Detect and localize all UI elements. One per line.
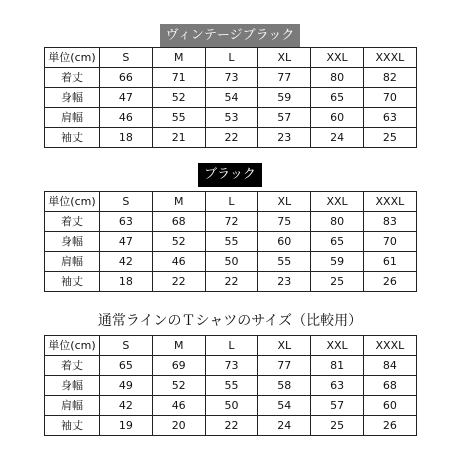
- section-vintage-black: [0, 24, 460, 48]
- table-row: [45, 232, 417, 252]
- cell: 24: [311, 128, 364, 148]
- section-title: ヴィンテージブラック: [160, 24, 301, 48]
- cell: 21: [152, 128, 205, 148]
- cell: 52: [152, 376, 205, 396]
- cell: 25: [311, 416, 364, 436]
- cell: 60: [311, 108, 364, 128]
- row-label: 肩幅: [45, 396, 100, 416]
- row-label: 袖丈: [45, 416, 100, 436]
- cell: 58: [258, 376, 311, 396]
- row-label: 身幅: [45, 376, 100, 396]
- header-xxxl: XXXL: [363, 48, 416, 68]
- cell: 80: [311, 212, 364, 232]
- cell: 54: [258, 396, 311, 416]
- cell: 65: [311, 232, 364, 252]
- cell: 65: [100, 356, 153, 376]
- cell: 68: [363, 376, 416, 396]
- section-standard-comparison: [0, 309, 460, 333]
- header-xxl: XXL: [311, 336, 364, 356]
- cell: 42: [100, 252, 153, 272]
- cell: 18: [100, 272, 153, 292]
- table-row: [45, 396, 417, 416]
- header-m: M: [152, 48, 205, 68]
- header-row: [45, 336, 417, 356]
- cell: 70: [363, 88, 416, 108]
- table-row: [45, 108, 417, 128]
- cell: 19: [100, 416, 153, 436]
- cell: 82: [363, 68, 416, 88]
- header-xl: XL: [258, 336, 311, 356]
- cell: 77: [258, 68, 311, 88]
- cell: 49: [100, 376, 153, 396]
- cell: 73: [205, 356, 258, 376]
- row-label: 着丈: [45, 212, 100, 232]
- cell: 53: [205, 108, 258, 128]
- header-l: L: [205, 192, 258, 212]
- cell: 73: [205, 68, 258, 88]
- cell: 81: [311, 356, 364, 376]
- table-row: [45, 272, 417, 292]
- cell: 18: [100, 128, 153, 148]
- cell: 84: [363, 356, 416, 376]
- table-row: [45, 212, 417, 232]
- cell: 77: [258, 356, 311, 376]
- cell: 22: [205, 128, 258, 148]
- header-m: M: [152, 192, 205, 212]
- cell: 54: [205, 88, 258, 108]
- cell: 42: [100, 396, 153, 416]
- cell: 26: [363, 272, 416, 292]
- cell: 71: [152, 68, 205, 88]
- cell: 23: [258, 128, 311, 148]
- section-title: 通常ラインのＴシャツのサイズ（比較用）: [97, 313, 363, 329]
- row-label: 着丈: [45, 356, 100, 376]
- cell: 20: [152, 416, 205, 436]
- row-label: 身幅: [45, 232, 100, 252]
- cell: 72: [205, 212, 258, 232]
- header-xxl: XXL: [311, 192, 364, 212]
- header-unit: 単位(cm): [45, 192, 100, 212]
- table-row: [45, 88, 417, 108]
- cell: 50: [205, 396, 258, 416]
- row-label: 身幅: [45, 88, 100, 108]
- cell: 25: [363, 128, 416, 148]
- header-xxxl: XXXL: [363, 336, 416, 356]
- cell: 69: [152, 356, 205, 376]
- header-unit: 単位(cm): [45, 48, 100, 68]
- cell: 52: [152, 232, 205, 252]
- size-table-vintage-black: [44, 47, 417, 148]
- row-label: 肩幅: [45, 252, 100, 272]
- header-l: L: [205, 336, 258, 356]
- cell: 61: [363, 252, 416, 272]
- cell: 55: [205, 232, 258, 252]
- cell: 57: [258, 108, 311, 128]
- cell: 26: [363, 416, 416, 436]
- cell: 68: [152, 212, 205, 232]
- cell: 46: [152, 252, 205, 272]
- table-row: [45, 128, 417, 148]
- cell: 22: [152, 272, 205, 292]
- cell: 52: [152, 88, 205, 108]
- header-l: L: [205, 48, 258, 68]
- header-xl: XL: [258, 192, 311, 212]
- cell: 23: [258, 272, 311, 292]
- cell: 75: [258, 212, 311, 232]
- cell: 55: [258, 252, 311, 272]
- cell: 46: [100, 108, 153, 128]
- cell: 65: [311, 88, 364, 108]
- header-s: S: [100, 48, 153, 68]
- header-xxxl: XXXL: [363, 192, 416, 212]
- header-m: M: [152, 336, 205, 356]
- header-xxl: XXL: [311, 48, 364, 68]
- cell: 57: [311, 396, 364, 416]
- header-row: [45, 48, 417, 68]
- cell: 63: [363, 108, 416, 128]
- cell: 59: [258, 88, 311, 108]
- cell: 60: [258, 232, 311, 252]
- header-s: S: [100, 192, 153, 212]
- cell: 63: [311, 376, 364, 396]
- row-label: 袖丈: [45, 272, 100, 292]
- cell: 60: [363, 396, 416, 416]
- table-row: [45, 356, 417, 376]
- table-row: [45, 376, 417, 396]
- cell: 50: [205, 252, 258, 272]
- row-label: 着丈: [45, 68, 100, 88]
- table-row: [45, 416, 417, 436]
- header-row: [45, 192, 417, 212]
- cell: 22: [205, 272, 258, 292]
- cell: 80: [311, 68, 364, 88]
- cell: 24: [258, 416, 311, 436]
- cell: 47: [100, 232, 153, 252]
- row-label: 肩幅: [45, 108, 100, 128]
- cell: 59: [311, 252, 364, 272]
- cell: 66: [100, 68, 153, 88]
- cell: 46: [152, 396, 205, 416]
- cell: 63: [100, 212, 153, 232]
- cell: 25: [311, 272, 364, 292]
- header-unit: 単位(cm): [45, 336, 100, 356]
- cell: 55: [152, 108, 205, 128]
- cell: 55: [205, 376, 258, 396]
- cell: 47: [100, 88, 153, 108]
- header-s: S: [100, 336, 153, 356]
- cell: 22: [205, 416, 258, 436]
- size-table-black: [44, 191, 417, 292]
- section-black: [0, 163, 460, 187]
- header-xl: XL: [258, 48, 311, 68]
- section-title: ブラック: [198, 163, 262, 187]
- row-label: 袖丈: [45, 128, 100, 148]
- size-table-standard: [44, 335, 417, 436]
- cell: 83: [363, 212, 416, 232]
- table-row: [45, 252, 417, 272]
- table-row: [45, 68, 417, 88]
- cell: 70: [363, 232, 416, 252]
